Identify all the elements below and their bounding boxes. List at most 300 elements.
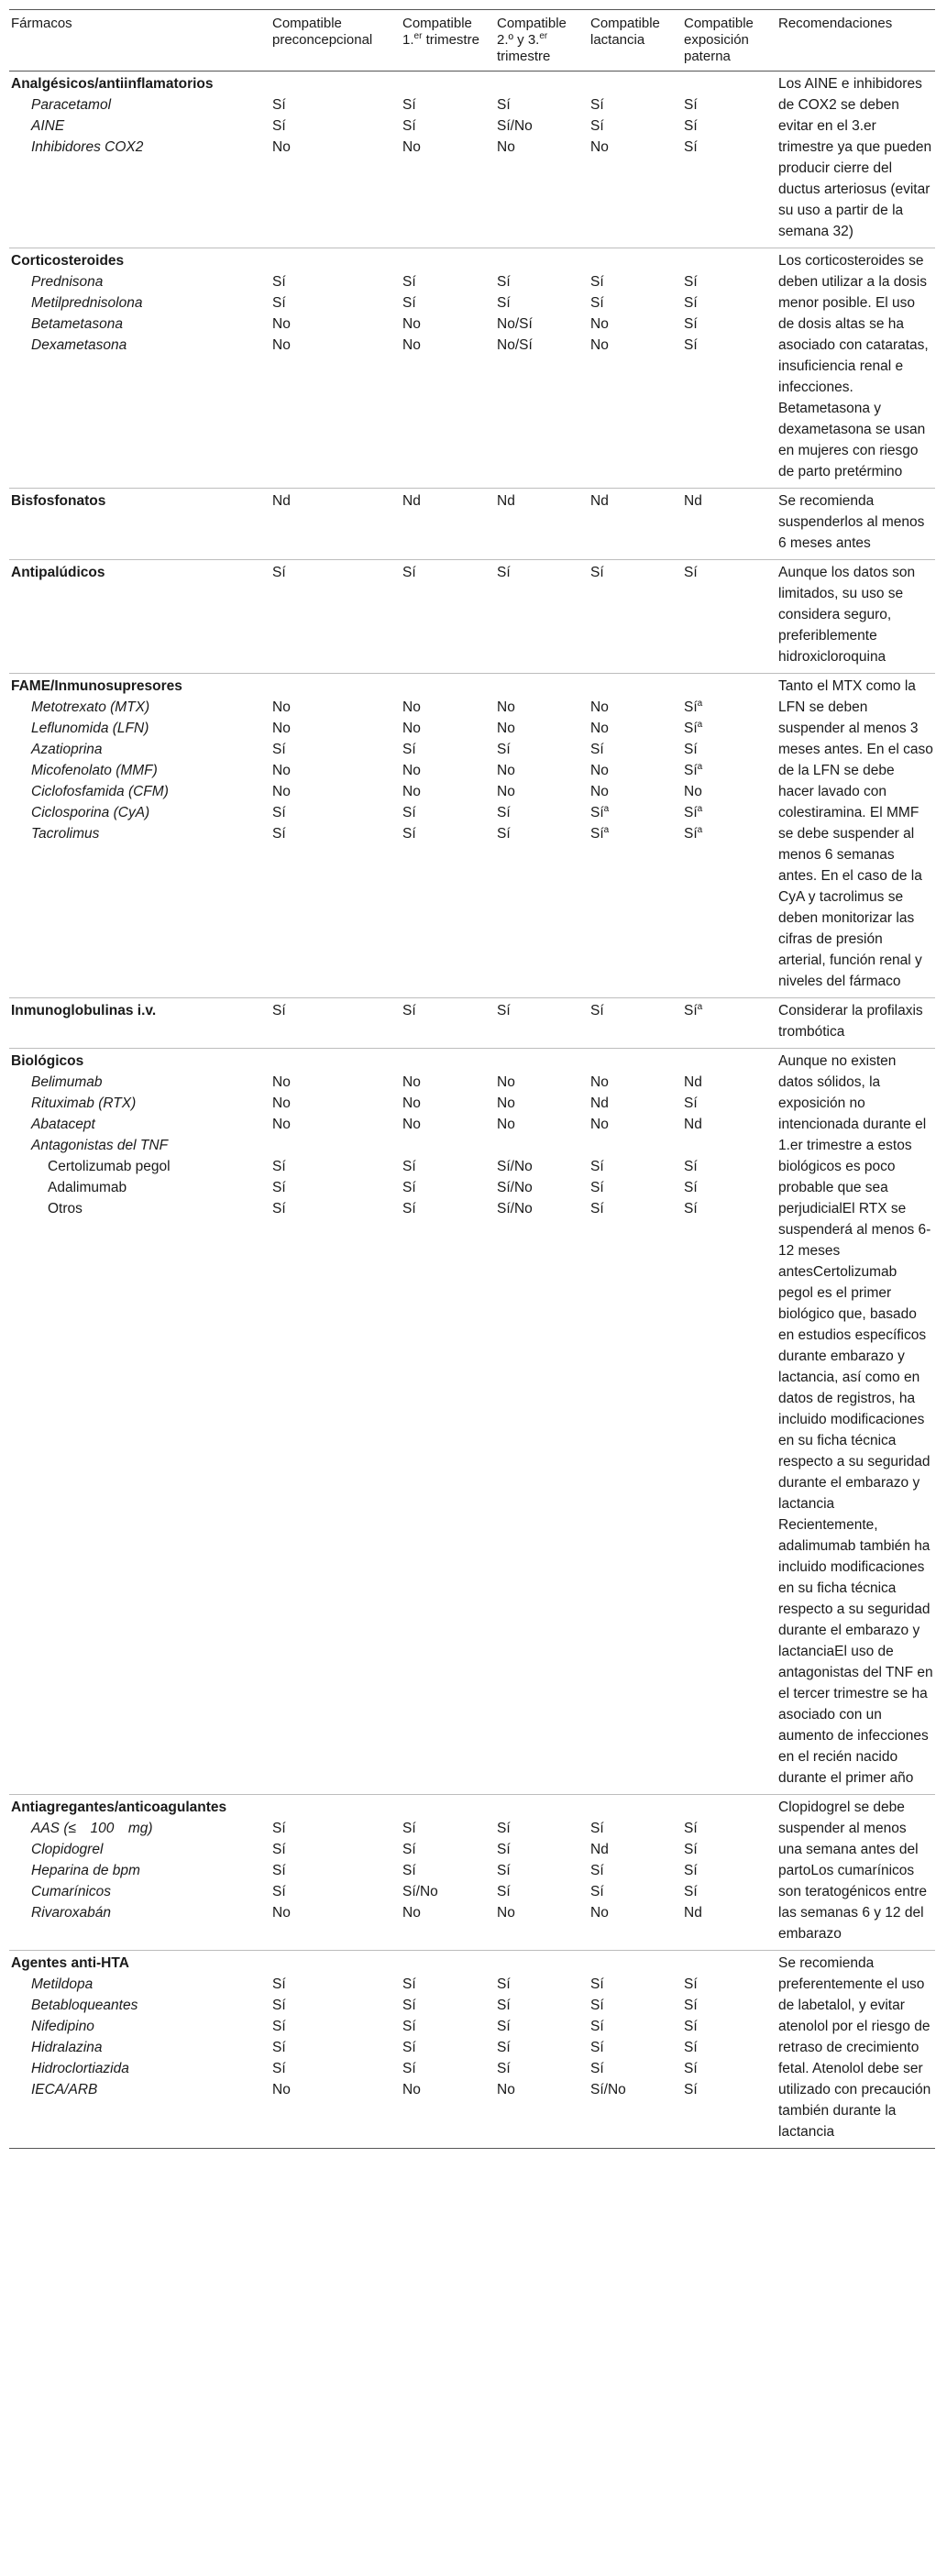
lactation-cell: [589, 72, 682, 248]
compatibility-value: Sí: [684, 742, 698, 757]
drug-name: Betametasona: [31, 316, 123, 332]
compatibility-value: Sí: [684, 316, 698, 332]
compatibility-value: Sí/No: [497, 1201, 533, 1216]
compatibility-value: Sí: [272, 742, 286, 757]
compatibility-value: Sí: [272, 1003, 286, 1018]
compatibility-value: Sí: [684, 1998, 698, 2013]
compatibility-value: Sí: [684, 295, 698, 311]
compatibility-value: $Sí^a$: [684, 698, 703, 715]
compatibility-value: [590, 1953, 678, 1974]
compatibility-value: [497, 676, 585, 697]
compatibility-value: Sí: [684, 1884, 698, 1899]
lactation-cell: [589, 560, 682, 674]
preconception-cell: [270, 248, 401, 489]
compatibility-value: Nd: [590, 493, 609, 509]
compatibility-value: No: [402, 139, 421, 155]
compatibility-value: No: [402, 699, 421, 715]
compatibility-value: Sí: [402, 2040, 416, 2055]
compatibility-value: Sí: [402, 1821, 416, 1836]
compatibility-value: Sí: [590, 1884, 604, 1899]
drug-group-row: [9, 560, 935, 674]
category-title: Agentes anti-HTA: [11, 1955, 129, 1971]
compatibility-value: Sí: [402, 1998, 416, 2013]
compatibility-value: [272, 676, 397, 697]
compatibility-value: [272, 1135, 397, 1156]
category-title: Corticosteroides: [11, 253, 125, 269]
compatibility-value: No: [590, 1117, 609, 1132]
compatibility-value: Sí: [497, 1821, 511, 1836]
second-third-trimester-cell: [495, 998, 589, 1049]
compatibility-value: Sí: [590, 565, 604, 580]
compatibility-value: Nd: [684, 1074, 702, 1090]
drug-names-cell: [9, 1049, 270, 1795]
compatibility-value: Sí: [402, 1201, 416, 1216]
recommendation-text: Los corticosteroides se deben utilizar a la dosis menor posible. El uso de dosis altas se ha asociado con cataratas, insuficiencia renal e infecciones. Betametasona y dexametasona se usan en mujeres con riesgo de parto pretérmino: [778, 253, 929, 479]
footnote-marker: a: [697, 1001, 703, 1012]
compatibility-value: $Sí^a$: [684, 1001, 703, 1018]
first-trimester-cell: [401, 72, 495, 248]
compatibility-value: Sí: [272, 565, 286, 580]
compatibility-value: Sí/No: [497, 118, 533, 134]
recommendation-text: Aunque no existen datos sólidos, la exposición no intencionada durante el 1.er trimestre a estos biológicos es poco probable que sea perjudicialEl RTX se suspenderá al menos 6-12 meses antesCertolizumab pegol es el primer biológico que, basado en estudios específicos durante embarazo y lactancia, así como en datos de registros, ha incluido modificaciones en su ficha técnica respecto a su seguridad durante el embarazo y lactancia Recientemente, adalimumab también ha incluido modificaciones en su ficha técnica respecto a su seguridad durante el embarazo y lactanciaEl uso de antagonistas del TNF en el tercer trimestre se ha asociado con un aumento de infecciones en el recién nacido durante el primer año: [778, 1053, 933, 1786]
lactation-cell: [589, 248, 682, 489]
compatibility-value: No: [272, 763, 291, 778]
paternal-exposure-cell: [682, 998, 776, 1049]
compatibility-value: [590, 676, 678, 697]
compatibility-value: Sí: [272, 274, 286, 290]
compatibility-value: Sí: [272, 1821, 286, 1836]
compatibility-value: Sí: [402, 118, 416, 134]
drug-group-row: [9, 1049, 935, 1795]
lactation-cell: [589, 1951, 682, 2149]
compatibility-value: No: [497, 139, 515, 155]
compatibility-value: Sí/No: [590, 2082, 626, 2097]
compatibility-value: Sí: [272, 118, 286, 134]
recommendation-text: Los AINE e inhibidores de COX2 se deben evitar en el 3.er trimestre ya que pueden producir cierre del ductus arteriosus (evitar su uso a partir de la semana 32): [778, 76, 932, 239]
category-title: Biológicos: [11, 1053, 84, 1069]
category-title: FAME/Inmunosupresores: [11, 678, 182, 694]
compatibility-value: Sí: [684, 118, 698, 134]
compatibility-value: Sí: [590, 1003, 604, 1018]
drug-name: Ciclosporina (CyA): [31, 805, 150, 820]
compatibility-value: Sí: [272, 826, 286, 842]
compatibility-value: Sí: [272, 1201, 286, 1216]
compatibility-value: No: [272, 721, 291, 736]
footnote-marker: a: [603, 803, 610, 814]
second-third-trimester-cell: [495, 560, 589, 674]
drug-name: Ciclofosfamida (CFM): [31, 784, 169, 799]
drug-names-cell: [9, 1951, 270, 2149]
compatibility-value: No: [402, 316, 421, 332]
compatibility-value: Sí: [497, 1976, 511, 1992]
footnote-marker: a: [697, 719, 703, 730]
drug-name: Paracetamol: [31, 97, 112, 113]
compatibility-value: Sí: [497, 805, 511, 820]
drug-name: Azatioprina: [31, 742, 103, 757]
compatibility-value: Sí: [684, 2040, 698, 2055]
compatibility-value: [497, 73, 585, 94]
paternal-exposure-cell: [682, 1951, 776, 2149]
paternal-exposure-cell: [682, 1049, 776, 1795]
compatibility-value: Sí: [684, 274, 698, 290]
preconception-cell: [270, 1795, 401, 1951]
compatibility-value: Sí: [272, 1863, 286, 1878]
compatibility-value: Sí: [590, 742, 604, 757]
compatibility-value: Sí: [497, 742, 511, 757]
compatibility-value: Sí: [497, 1842, 511, 1857]
drug-group-row: [9, 998, 935, 1049]
drug-name: Hidroclortiazida: [31, 2061, 129, 2076]
compatibility-value: Sí: [272, 2040, 286, 2055]
first-trimester-cell: [401, 1795, 495, 1951]
drug-name: Hidralazina: [31, 2040, 103, 2055]
header-lactation: Compatible lactancia: [590, 16, 660, 48]
lactation-cell: [589, 489, 682, 560]
compatibility-value: $Sí^a$: [684, 824, 703, 842]
compatibility-value: Sí: [497, 1884, 511, 1899]
preconception-cell: [270, 998, 401, 1049]
compatibility-value: No: [272, 784, 291, 799]
compatibility-value: $Sí^a$: [590, 824, 610, 842]
compatibility-value: [402, 250, 491, 271]
compatibility-value: [684, 1051, 773, 1072]
drug-compatibility-table: [9, 9, 935, 2149]
drug-group-row: [9, 489, 935, 560]
compatibility-value: Sí: [272, 1884, 286, 1899]
compatibility-value: No: [590, 1905, 609, 1921]
compatibility-value: Sí: [590, 2040, 604, 2055]
compatibility-value: No: [272, 1074, 291, 1090]
compatibility-value: Sí: [684, 1159, 698, 1174]
compatibility-value: Sí: [684, 2019, 698, 2034]
compatibility-value: Sí: [590, 1976, 604, 1992]
footnote-marker: a: [697, 761, 703, 772]
drug-name: AINE: [31, 118, 65, 134]
compatibility-value: Sí: [402, 2019, 416, 2034]
recommendation-text: Tanto el MTX como la LFN se deben suspender al menos 3 meses antes. En el caso de la LFN se debe hacer lavado con colestiramina. El MMF se debe suspender al menos 6 semanas antes. En el caso de la CyA y tacrolimus se deben monitorizar las cifras de presión arterial, función renal y niveles del fármaco: [778, 678, 933, 989]
compatibility-value: Sí: [590, 118, 604, 134]
second-third-trimester-cell: [495, 1049, 589, 1795]
compatibility-value: Sí: [497, 274, 511, 290]
drug-names-cell: [9, 489, 270, 560]
paternal-exposure-cell: [682, 1795, 776, 1951]
drug-names-cell: [9, 248, 270, 489]
compatibility-value: [590, 250, 678, 271]
compatibility-value: [684, 1953, 773, 1974]
drug-name: Nifedipino: [31, 2019, 94, 2034]
compatibility-value: Sí: [497, 97, 511, 113]
paternal-exposure-cell: [682, 560, 776, 674]
drug-names-cell: [9, 1795, 270, 1951]
first-trimester-cell: [401, 1049, 495, 1795]
compatibility-value: Sí: [684, 1821, 698, 1836]
compatibility-value: $Sí^a$: [684, 761, 703, 778]
compatibility-value: Sí: [497, 1863, 511, 1878]
lactation-cell: [589, 998, 682, 1049]
compatibility-value: Sí: [590, 1863, 604, 1878]
preconception-cell: [270, 489, 401, 560]
first-trimester-cell: [401, 248, 495, 489]
compatibility-value: [402, 676, 491, 697]
compatibility-value: Sí: [590, 2061, 604, 2076]
compatibility-value: No: [272, 699, 291, 715]
compatibility-value: No: [497, 1074, 515, 1090]
header-paternal-exposure: Compatible exposición paterna: [684, 16, 754, 64]
compatibility-value: No: [402, 2082, 421, 2097]
category-title: Inmunoglobulinas i.v.: [11, 1003, 157, 1018]
compatibility-value: Sí: [684, 139, 698, 155]
compatibility-value: No: [497, 2082, 515, 2097]
recommendation-text: Considerar la profilaxis trombótica: [778, 1003, 923, 1040]
header-second-third-trimester: Compatible 2.º y 3.$^{er}$ trimestre: [497, 16, 567, 64]
compatibility-value: Sí: [590, 1821, 604, 1836]
drug-name: Adalimumab: [48, 1180, 127, 1195]
compatibility-value: No: [402, 721, 421, 736]
compatibility-value: Sí/No: [497, 1159, 533, 1174]
lactation-cell: [589, 674, 682, 998]
compatibility-value: Sí: [590, 97, 604, 113]
compatibility-value: No: [497, 721, 515, 736]
drug-name: Tacrolimus: [31, 826, 100, 842]
compatibility-value: No: [590, 337, 609, 353]
compatibility-value: [497, 1135, 585, 1156]
second-third-trimester-cell: [495, 674, 589, 998]
compatibility-value: No: [590, 699, 609, 715]
drug-group-row: [9, 72, 935, 248]
compatibility-value: [272, 1953, 397, 1974]
drug-name: Prednisona: [31, 274, 104, 290]
compatibility-value: No: [272, 316, 291, 332]
drug-name: Clopidogrel: [31, 1842, 104, 1857]
compatibility-value: No: [272, 337, 291, 353]
drug-names-cell: [9, 674, 270, 998]
compatibility-value: Sí/No: [497, 1180, 533, 1195]
header-drugs: Fármacos: [11, 16, 72, 31]
compatibility-value: No: [590, 763, 609, 778]
compatibility-value: Sí: [402, 295, 416, 311]
compatibility-value: Sí: [590, 2019, 604, 2034]
drug-group-row: [9, 1951, 935, 2149]
first-trimester-cell: [401, 489, 495, 560]
compatibility-value: Sí: [272, 1180, 286, 1195]
drug-name: Rituximab (RTX): [31, 1095, 137, 1111]
compatibility-value: [402, 1797, 491, 1818]
lactation-cell: [589, 1795, 682, 1951]
compatibility-value: [590, 73, 678, 94]
compatibility-value: Sí: [402, 1180, 416, 1195]
first-trimester-cell: [401, 1951, 495, 2149]
compatibility-value: [272, 1051, 397, 1072]
drug-name: Metildopa: [31, 1976, 94, 1992]
compatibility-value: No: [402, 763, 421, 778]
compatibility-value: No: [272, 1905, 291, 1921]
second-third-trimester-cell: [495, 489, 589, 560]
drug-name: Belimumab: [31, 1074, 103, 1090]
second-third-trimester-cell: [495, 72, 589, 248]
compatibility-value: Sí: [590, 1998, 604, 2013]
compatibility-value: [497, 250, 585, 271]
compatibility-value: [402, 73, 491, 94]
drug-name: Heparina de bpm: [31, 1863, 140, 1878]
drug-names-cell: [9, 998, 270, 1049]
first-trimester-cell: [401, 998, 495, 1049]
compatibility-value: [272, 73, 397, 94]
compatibility-value: [684, 1135, 773, 1156]
drug-name: Cumarínicos: [31, 1884, 111, 1899]
compatibility-value: Sí: [684, 1863, 698, 1878]
compatibility-value: Sí: [684, 565, 698, 580]
compatibility-value: Sí: [402, 1863, 416, 1878]
compatibility-value: No: [590, 721, 609, 736]
compatibility-value: No/Sí: [497, 316, 533, 332]
drug-name: Metotrexato (MTX): [31, 699, 150, 715]
drug-name: Metilprednisolona: [31, 295, 143, 311]
category-title: Antiagregantes/anticoagulantes: [11, 1800, 227, 1815]
compatibility-value: Sí: [684, 2061, 698, 2076]
table-header-row: [9, 10, 935, 72]
compatibility-value: Sí: [497, 2061, 511, 2076]
compatibility-value: Sí: [402, 742, 416, 757]
compatibility-value: Sí: [272, 1159, 286, 1174]
footnote-marker: a: [697, 698, 703, 709]
drug-name: IECA/ARB: [31, 2082, 98, 2097]
compatibility-value: No: [497, 1117, 515, 1132]
compatibility-value: Sí: [684, 1201, 698, 1216]
compatibility-value: Sí: [272, 97, 286, 113]
compatibility-value: Sí: [402, 1976, 416, 1992]
drug-group-row: [9, 248, 935, 489]
second-third-trimester-cell: [495, 1795, 589, 1951]
compatibility-value: Sí: [272, 295, 286, 311]
preconception-cell: [270, 1951, 401, 2149]
compatibility-value: Sí: [272, 1998, 286, 2013]
compatibility-value: [590, 1797, 678, 1818]
compatibility-value: Sí: [590, 1180, 604, 1195]
compatibility-value: Sí: [402, 826, 416, 842]
compatibility-value: Sí: [684, 1976, 698, 1992]
drug-name: Betabloqueantes: [31, 1998, 138, 2013]
compatibility-value: Sí: [402, 2061, 416, 2076]
compatibility-value: No: [272, 1117, 291, 1132]
drug-name: Certolizumab pegol: [48, 1159, 171, 1174]
footnote-marker: a: [697, 803, 703, 814]
compatibility-value: Sí: [684, 97, 698, 113]
compatibility-value: Sí: [497, 565, 511, 580]
compatibility-value: No: [497, 784, 515, 799]
compatibility-value: Sí: [402, 1842, 416, 1857]
second-third-trimester-cell: [495, 1951, 589, 2149]
compatibility-value: Sí: [402, 274, 416, 290]
compatibility-value: Sí: [684, 1842, 698, 1857]
recommendation-text: Aunque los datos son limitados, su uso se considera seguro, preferiblemente hidroxicloroquina: [778, 565, 916, 665]
compatibility-value: [402, 1953, 491, 1974]
compatibility-value: No: [272, 2082, 291, 2097]
recommendation-text: Clopidogrel se debe suspender al menos una semana antes del partoLos cumarínicos son teratogénicos entre las semanas 6 y 12 del embarazo: [778, 1800, 927, 1942]
footnote-marker: a: [697, 824, 703, 835]
compatibility-value: Sí: [590, 295, 604, 311]
compatibility-value: Sí: [272, 1976, 286, 1992]
preconception-cell: [270, 1049, 401, 1795]
paternal-exposure-cell: [682, 489, 776, 560]
paternal-exposure-cell: [682, 248, 776, 489]
paternal-exposure-cell: [682, 674, 776, 998]
category-title: Bisfosfonatos: [11, 493, 106, 509]
compatibility-value: No: [272, 1095, 291, 1111]
drug-name: AAS (≤ 100 mg): [31, 1821, 153, 1836]
lactation-cell: [589, 1049, 682, 1795]
compatibility-value: No: [497, 1905, 515, 1921]
drug-group-row: [9, 674, 935, 998]
drug-group-row: [9, 1795, 935, 1951]
compatibility-value: No: [590, 316, 609, 332]
compatibility-value: Nd: [402, 493, 421, 509]
drug-names-cell: [9, 560, 270, 674]
paternal-exposure-cell: [682, 72, 776, 248]
compatibility-value: Nd: [590, 1095, 609, 1111]
compatibility-value: No: [402, 1074, 421, 1090]
compatibility-value: Sí: [402, 565, 416, 580]
compatibility-value: [684, 73, 773, 94]
compatibility-value: [402, 1135, 491, 1156]
drug-name: Dexametasona: [31, 337, 127, 353]
compatibility-value: Sí: [497, 826, 511, 842]
compatibility-value: Nd: [272, 493, 291, 509]
compatibility-value: Sí: [497, 2019, 511, 2034]
drug-name: Rivaroxabán: [31, 1905, 112, 1921]
first-trimester-cell: [401, 674, 495, 998]
drug-name: Inhibidores COX2: [31, 139, 144, 155]
compatibility-value: Sí: [497, 1998, 511, 2013]
compatibility-value: No: [402, 1905, 421, 1921]
preconception-cell: [270, 674, 401, 998]
drug-name: Otros: [48, 1201, 83, 1216]
compatibility-value: [497, 1051, 585, 1072]
compatibility-value: Sí: [272, 2061, 286, 2076]
compatibility-value: No: [497, 699, 515, 715]
compatibility-value: [590, 1135, 678, 1156]
preconception-cell: [270, 72, 401, 248]
compatibility-value: Sí: [497, 1003, 511, 1018]
drug-names-cell: [9, 72, 270, 248]
compatibility-value: No: [402, 337, 421, 353]
compatibility-value: Nd: [590, 1842, 609, 1857]
category-title: Antipalúdicos: [11, 565, 105, 580]
category-title: Analgésicos/antiinflamatorios: [11, 76, 214, 92]
compatibility-value: Sí: [497, 2040, 511, 2055]
compatibility-value: $Sí^a$: [684, 719, 703, 736]
compatibility-value: Sí: [684, 2082, 698, 2097]
footnote-marker: a: [603, 824, 610, 835]
recommendation-text: Se recomienda preferentemente el uso de labetalol, y evitar atenolol por el riesgo de retraso de crecimiento fetal. Atenolol debe ser utilizado con precaución también durante la lactancia: [778, 1955, 931, 2140]
compatibility-value: $Sí^a$: [684, 803, 703, 820]
compatibility-value: Sí: [590, 1201, 604, 1216]
compatibility-value: $Sí^a$: [590, 803, 610, 820]
compatibility-value: No/Sí: [497, 337, 533, 353]
second-third-trimester-cell: [495, 248, 589, 489]
compatibility-value: Sí: [684, 1095, 698, 1111]
preconception-cell: [270, 560, 401, 674]
header-first-trimester: Compatible 1.$^{er}$ trimestre: [402, 16, 479, 48]
compatibility-value: [684, 250, 773, 271]
header-recommendations: Recomendaciones: [778, 16, 893, 31]
compatibility-value: [497, 1953, 585, 1974]
compatibility-value: Sí: [590, 274, 604, 290]
drug-name: Antagonistas del TNF: [31, 1138, 169, 1153]
compatibility-value: No: [684, 784, 702, 799]
drug-name: Leflunomida (LFN): [31, 721, 149, 736]
compatibility-value: [497, 1797, 585, 1818]
compatibility-value: No: [590, 1074, 609, 1090]
